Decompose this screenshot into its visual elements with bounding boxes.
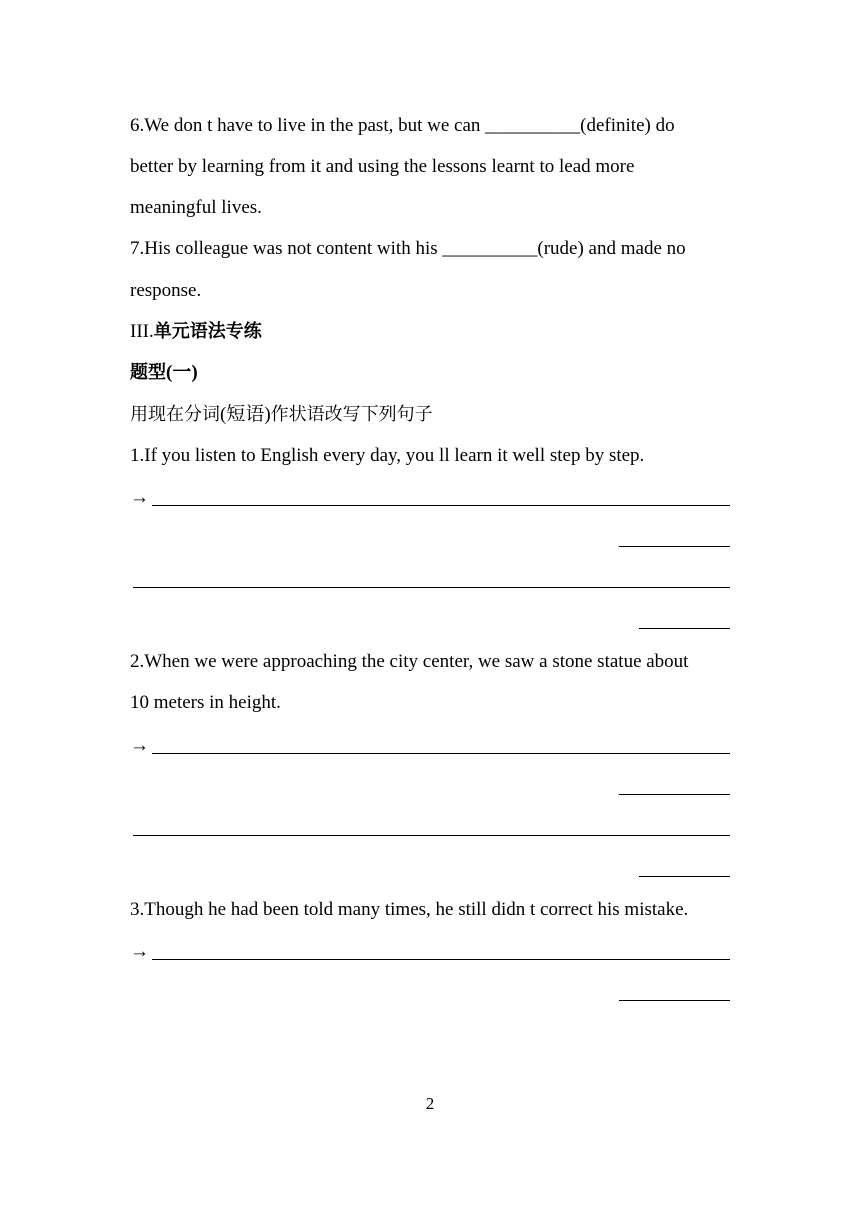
exercise-7-line-2: response. (130, 280, 202, 301)
answer-line[interactable] (152, 959, 730, 960)
answer-line[interactable] (133, 835, 730, 836)
section-roman: III. (130, 321, 154, 342)
answer-line-short[interactable] (619, 546, 730, 547)
exercise-6-line-3: meaningful lives. (130, 197, 262, 218)
type-label: 题型 (130, 362, 166, 383)
instruction-part-b: (短语) (220, 404, 271, 425)
rewrite-item-2-line-1: 2.When we were approaching the city center, we saw a stone statue about (130, 651, 689, 672)
instruction-part-c: 作状语改写下列句子 (270, 404, 433, 425)
page-number: 2 (425, 1094, 435, 1113)
arrow-icon: → (130, 487, 149, 508)
answer-line[interactable] (133, 587, 730, 588)
arrow-icon: → (130, 941, 149, 962)
section-title: 单元语法专练 (153, 321, 262, 342)
exercise-6-line-2: better by learning from it and using the lessons learnt to lead more (130, 156, 635, 177)
arrow-icon: → (130, 735, 149, 756)
section-heading (130, 320, 262, 344)
instruction (130, 403, 433, 427)
answer-line-short[interactable] (639, 628, 730, 629)
instruction-part-a: 用现在分词 (130, 404, 220, 425)
answer-line[interactable] (152, 505, 730, 506)
answer-line-short[interactable] (639, 876, 730, 877)
type-heading (130, 361, 198, 385)
answer-line-short[interactable] (619, 794, 730, 795)
rewrite-item-1: 1.If you listen to English every day, you ll learn it well step by step. (130, 445, 645, 466)
type-number: (一) (166, 362, 198, 383)
answer-line[interactable] (152, 753, 730, 754)
answer-line-short[interactable] (619, 1000, 730, 1001)
exercise-6-line-1: 6.We don t have to live in the past, but we can __________(definite) do (130, 115, 675, 136)
rewrite-item-3: 3.Though he had been told many times, he still didn t correct his mistake. (130, 899, 689, 920)
exercise-7-line-1: 7.His colleague was not content with his __________(rude) and made no (130, 238, 686, 259)
rewrite-item-2-line-2: 10 meters in height. (130, 692, 281, 713)
